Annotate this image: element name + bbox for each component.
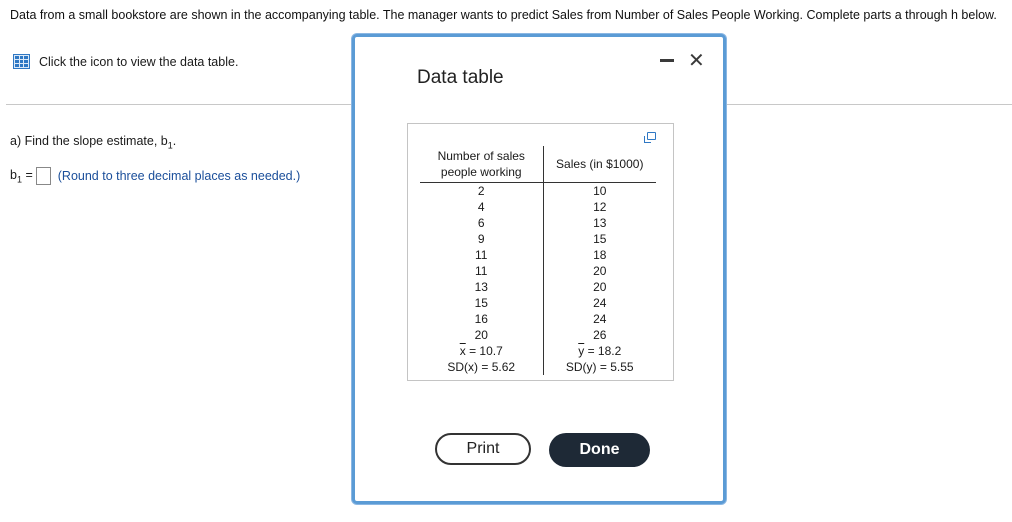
round-note: (Round to three decimal places as needed.) — [57, 169, 301, 183]
close-icon[interactable]: ✕ — [688, 50, 705, 72]
cell-sales: 18 — [593, 248, 607, 262]
y-mean: $\overline{y} = 18.2$ — [578, 344, 622, 358]
table-row — [420, 183, 656, 200]
cell-sales: 12 — [593, 200, 607, 214]
cell-salespeople: 16 — [420, 311, 543, 327]
column-header-x: Number of sales people working — [420, 146, 543, 183]
table-row — [420, 215, 656, 231]
cell-sales: 13 — [593, 216, 607, 230]
cell-salespeople: 6 — [420, 215, 543, 231]
answer-input[interactable] — [36, 167, 51, 185]
table-row — [420, 247, 656, 263]
view-data-table-link[interactable] — [13, 54, 238, 69]
cell-salespeople: 2 — [420, 183, 543, 200]
table-row — [420, 199, 656, 215]
x-mean: $\overline{x} = 10.7$ — [420, 343, 543, 359]
part-a-prompt: a) Find the slope estimate, $b_1$. — [10, 134, 177, 151]
dialog-title: Data table — [417, 67, 504, 88]
cell-salespeople: 4 — [420, 199, 543, 215]
grid-table-icon[interactable] — [13, 54, 30, 69]
cell-salespeople: 9 — [420, 231, 543, 247]
table-row — [420, 263, 656, 279]
copy-icon[interactable] — [647, 132, 656, 140]
done-button[interactable]: Done — [549, 433, 650, 467]
cell-salespeople: 20 — [420, 327, 543, 343]
table-row — [420, 279, 656, 295]
question-intro: Data from a small bookstore are shown in the accompanying table. The manager wants to predict Sales from Number of Sales People Working. Complete parts a through h below. — [10, 8, 997, 22]
answer-label: $b_1$ = — [10, 167, 33, 185]
cell-sales: 26 — [593, 328, 607, 342]
print-button[interactable]: Print — [435, 433, 531, 465]
minimize-icon[interactable] — [660, 59, 674, 62]
cell-sales: 15 — [593, 232, 607, 246]
cell-sales: 20 — [593, 264, 607, 278]
table-row — [420, 311, 656, 327]
table-row — [420, 231, 656, 247]
sd-row — [420, 359, 656, 375]
cell-salespeople: 15 — [420, 295, 543, 311]
cell-salespeople: 11 — [420, 247, 543, 263]
cell-sales: 24 — [593, 312, 607, 326]
table-row — [420, 327, 656, 343]
column-header-y: Sales (in $1000) — [543, 146, 656, 183]
y-sd: SD(y) = 5.55 — [565, 360, 634, 374]
cell-sales: 24 — [593, 296, 607, 310]
x-sd: SD(x) = 5.62 — [420, 359, 543, 375]
data-table-frame — [407, 123, 674, 381]
data-table-dialog — [352, 34, 726, 504]
data-link-label: Click the icon to view the data table. — [39, 54, 239, 69]
cell-sales: 10 — [593, 184, 607, 198]
table-row — [420, 295, 656, 311]
mean-row — [420, 343, 656, 359]
cell-salespeople: 11 — [420, 263, 543, 279]
data-table — [420, 146, 656, 375]
cell-sales: 20 — [593, 280, 607, 294]
cell-salespeople: 13 — [420, 279, 543, 295]
answer-row — [10, 167, 300, 185]
